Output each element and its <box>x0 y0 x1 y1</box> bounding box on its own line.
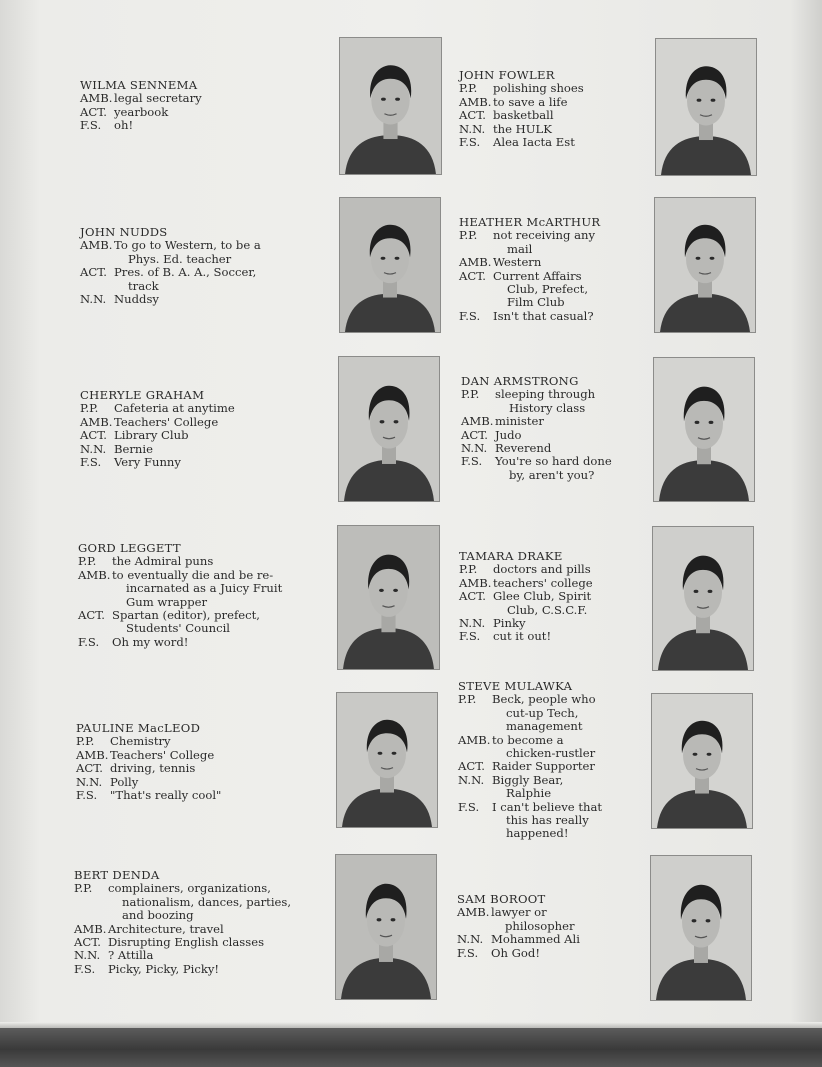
entry-value: Polly <box>110 774 139 789</box>
entry-value: Bernie <box>114 441 153 456</box>
entry-line <box>459 82 584 95</box>
entry-code-label: AMB. <box>78 567 111 582</box>
portrait-photo-heather-mcarthur <box>654 197 756 333</box>
portrait-photo-john-fowler <box>655 38 757 176</box>
entry-line <box>76 749 221 762</box>
entry-line <box>80 239 261 266</box>
student-name: JOHN NUDDS <box>80 225 168 239</box>
portrait-photo-john-nudds <box>339 197 441 333</box>
entry-value: Glee Club, Spirit Club, C.S.C.F. <box>493 589 592 617</box>
scanner-background-band <box>0 1028 822 1067</box>
entry-line <box>459 109 584 122</box>
student-name: PAULINE MacLEOD <box>76 721 201 735</box>
entry-value: yearbook <box>114 104 169 119</box>
entry-line <box>458 734 602 761</box>
student-name: JOHN FOWLER <box>459 68 555 82</box>
student-entry-john-nudds <box>80 226 261 306</box>
entry-code-label: AMB. <box>80 238 113 253</box>
entry-line <box>80 416 235 429</box>
student-entry-heather-mcarthur <box>459 216 600 323</box>
entry-line <box>461 415 612 428</box>
entry-code-label: AMB. <box>459 255 492 270</box>
entry-code-label: AMB. <box>459 94 492 109</box>
entry-value: Cafeteria at anytime <box>114 401 235 416</box>
entry-line <box>76 789 221 802</box>
student-entry-sam-boroot <box>457 893 580 960</box>
entry-code-label: N.N. <box>461 441 488 456</box>
entry-line <box>459 630 593 643</box>
student-entry-pauline-macleod <box>76 722 221 802</box>
student-entry-cheryle-graham <box>80 389 235 469</box>
entry-line <box>457 933 580 946</box>
portrait-silhouette <box>656 39 756 175</box>
entry-value: legal secretary <box>114 91 202 106</box>
entry-value: Picky, Picky, Picky! <box>108 961 220 976</box>
student-name: HEATHER McARTHUR <box>459 215 601 229</box>
entry-code-label: F.S. <box>74 961 96 976</box>
entry-line <box>458 774 602 801</box>
entry-value: Library Club <box>114 428 189 443</box>
entry-value: Beck, people who cut-up Tech, management <box>492 692 596 734</box>
student-entry-john-fowler <box>459 69 584 149</box>
entry-code-label: P.P. <box>74 881 93 896</box>
entry-line <box>459 256 600 269</box>
entry-code-label: ACT. <box>80 104 107 119</box>
entry-line <box>458 801 602 841</box>
entry-code-label: P.P. <box>78 554 97 569</box>
entry-line <box>80 119 202 132</box>
entry-code-label: P.P. <box>80 401 99 416</box>
entry-line <box>459 310 600 323</box>
entry-value: to become a chicken-rustler <box>492 732 596 761</box>
entry-value: Pres. of B. A. A., Soccer, track <box>114 265 257 293</box>
student-name: STEVE MULAWKA <box>458 679 573 693</box>
entry-line <box>459 136 584 149</box>
entry-code-label: N.N. <box>74 948 101 963</box>
entry-code-label: AMB. <box>457 905 490 920</box>
entry-code-label: N.N. <box>458 772 485 787</box>
entry-code-label: AMB. <box>459 575 492 590</box>
entry-line <box>76 776 221 789</box>
entry-line <box>461 442 612 455</box>
entry-line <box>461 388 612 415</box>
portrait-photo-dan-armstrong <box>653 357 755 502</box>
entry-value: I can't believe that this has really happened! <box>492 799 603 841</box>
entry-value: polishing shoes <box>493 81 584 96</box>
entry-code-label: F.S. <box>457 945 479 960</box>
entry-value: Judo <box>495 427 522 442</box>
entry-code-label: P.P. <box>461 387 480 402</box>
entry-code-label: ACT. <box>80 265 107 280</box>
student-name: BERT DENDA <box>74 868 160 882</box>
entry-value: sleeping through History class <box>495 387 596 415</box>
portrait-silhouette <box>652 694 752 828</box>
entry-value: Raider Supporter <box>492 759 595 774</box>
entry-code-label: N.N. <box>76 774 103 789</box>
entry-value: Western <box>493 255 542 270</box>
entry-value: Oh God! <box>491 945 540 960</box>
entry-value: Very Funny <box>114 455 181 470</box>
portrait-photo-pauline-macleod <box>336 692 438 828</box>
entry-code-label: F.S. <box>80 455 102 470</box>
entry-value: Teachers' College <box>114 414 219 429</box>
entry-value: Disrupting English classes <box>108 935 265 950</box>
entry-line <box>80 429 235 442</box>
entry-value: "That's really cool" <box>110 788 222 803</box>
entry-value: minister <box>495 414 544 429</box>
portrait-photo-steve-mulawka <box>651 693 753 829</box>
entry-code-label: F.S. <box>76 788 98 803</box>
student-name: SAM BOROOT <box>457 892 546 906</box>
entry-line <box>80 266 261 293</box>
entry-line <box>74 949 291 962</box>
entry-line <box>459 617 593 630</box>
entry-line <box>80 402 235 415</box>
portrait-silhouette <box>653 527 753 670</box>
entry-code-label: F.S. <box>461 454 483 469</box>
entry-code-label: ACT. <box>459 268 486 283</box>
entry-code-label: P.P. <box>458 692 477 707</box>
entry-value: Teachers' College <box>110 747 215 762</box>
entry-value: cut it out! <box>493 629 552 644</box>
portrait-photo-gord-leggett <box>337 525 440 670</box>
entry-line <box>74 936 291 949</box>
entry-code-label: AMB. <box>76 747 109 762</box>
entry-code-label: N.N. <box>457 932 484 947</box>
portrait-silhouette <box>340 38 441 174</box>
entry-code-label: P.P. <box>76 734 95 749</box>
entry-line <box>74 923 291 936</box>
student-name: WILMA SENNEMA <box>80 78 198 92</box>
portrait-silhouette <box>655 198 755 332</box>
entry-value: Nuddsy <box>114 292 159 307</box>
entry-code-label: N.N. <box>80 292 107 307</box>
entry-value: lawyer or philosopher <box>491 905 575 933</box>
portrait-silhouette <box>340 198 440 332</box>
entry-code-label: N.N. <box>80 441 107 456</box>
entry-code-label: P.P. <box>459 562 478 577</box>
entry-line <box>457 947 580 960</box>
entry-line <box>461 429 612 442</box>
entry-value: Pinky <box>493 616 526 631</box>
portrait-silhouette <box>651 856 751 1000</box>
portrait-silhouette <box>336 855 436 999</box>
entry-code-label: AMB. <box>80 414 113 429</box>
portrait-silhouette <box>337 693 437 827</box>
entry-code-label: ACT. <box>80 428 107 443</box>
portrait-photo-sam-boroot <box>650 855 752 1001</box>
entry-code-label: ACT. <box>74 935 101 950</box>
entry-line <box>78 609 282 636</box>
entry-value: complainers, organizations, nationalism, dances, parties, and boozing <box>108 881 292 923</box>
student-entry-bert-denda <box>74 869 291 976</box>
entry-code-label: P.P. <box>459 228 478 243</box>
entry-value: basketball <box>493 108 554 123</box>
entry-line <box>78 569 282 609</box>
entry-value: Architecture, travel <box>108 921 224 936</box>
entry-code-label: ACT. <box>461 427 488 442</box>
entry-value: Alea Iacta Est <box>493 135 575 150</box>
entry-line <box>458 693 602 733</box>
entry-value: To go to Western, to be a Phys. Ed. teacher <box>114 238 261 266</box>
entry-value: to save a life <box>493 94 568 109</box>
portrait-silhouette <box>654 358 754 501</box>
portrait-silhouette <box>338 526 439 669</box>
entry-line <box>78 636 282 649</box>
student-entry-dan-armstrong <box>461 375 612 482</box>
entry-code-label: F.S. <box>459 629 481 644</box>
student-name: GORD LEGGETT <box>78 541 181 555</box>
entry-line <box>459 123 584 136</box>
entry-value: Mohammed Ali <box>491 932 580 947</box>
entry-code-label: ACT. <box>78 608 105 623</box>
student-name: TAMARA DRAKE <box>459 549 563 563</box>
entry-value: not receiving any mail <box>493 228 596 256</box>
student-name: DAN ARMSTRONG <box>461 374 579 388</box>
entry-value: Reverend <box>495 441 552 456</box>
portrait-photo-cheryle-graham <box>338 356 440 502</box>
entry-value: You're so hard done by, aren't you? <box>495 454 612 482</box>
entry-value: Biggly Bear, Ralphie <box>492 772 564 801</box>
entry-line <box>459 577 593 590</box>
entry-value: driving, tennis <box>110 761 196 776</box>
entry-code-label: F.S. <box>459 135 481 150</box>
entry-value: Chemistry <box>110 734 171 749</box>
entry-code-label: ACT. <box>458 759 485 774</box>
student-entry-wilma-sennema <box>80 79 202 133</box>
portrait-photo-bert-denda <box>335 854 437 1000</box>
entry-line <box>76 762 221 775</box>
entry-code-label: N.N. <box>459 121 486 136</box>
entry-code-label: AMB. <box>80 91 113 106</box>
student-entry-steve-mulawka <box>458 680 602 841</box>
entry-line <box>78 555 282 568</box>
portrait-photo-wilma-sennema <box>339 37 442 175</box>
entry-line <box>80 92 202 105</box>
entry-line <box>80 293 261 306</box>
entry-line <box>458 760 602 773</box>
entry-code-label: F.S. <box>458 799 480 814</box>
entry-line <box>459 270 600 310</box>
entry-value: the HULK <box>493 121 552 136</box>
entry-line <box>457 906 580 933</box>
entry-line <box>74 882 291 922</box>
entry-value: Oh my word! <box>112 634 189 649</box>
portrait-silhouette <box>339 357 439 501</box>
entry-code-label: ACT. <box>76 761 103 776</box>
student-entry-gord-leggett <box>78 542 282 649</box>
student-entry-tamara-drake <box>459 550 593 644</box>
entry-value: ? Attilla <box>108 948 154 963</box>
entry-code-label: ACT. <box>459 589 486 604</box>
entry-value: teachers' college <box>493 575 593 590</box>
entry-value: the Admiral puns <box>112 554 214 569</box>
entry-code-label: F.S. <box>80 118 102 133</box>
entry-code-label: AMB. <box>458 732 491 747</box>
entry-code-label: ACT. <box>459 108 486 123</box>
student-name: CHERYLE GRAHAM <box>80 388 205 402</box>
entry-value: oh! <box>114 118 134 133</box>
entry-line <box>80 443 235 456</box>
entry-line <box>80 106 202 119</box>
entry-value: to eventually die and be re- incarnated as a Juicy Fruit Gum wrapper <box>112 567 283 609</box>
entry-line <box>459 229 600 256</box>
entry-code-label: N.N. <box>459 616 486 631</box>
entry-code-label: AMB. <box>74 921 107 936</box>
entry-line <box>459 590 593 617</box>
entry-value: Spartan (editor), prefect, Students' Council <box>112 608 260 636</box>
entry-code-label: F.S. <box>78 634 100 649</box>
entry-code-label: P.P. <box>459 81 478 96</box>
entry-line <box>459 96 584 109</box>
portrait-photo-tamara-drake <box>652 526 754 671</box>
entry-line <box>80 456 235 469</box>
entry-line <box>461 455 612 482</box>
entry-value: Current Affairs Club, Prefect, Film Club <box>493 268 589 310</box>
entry-code-label: F.S. <box>459 308 481 323</box>
entry-line <box>74 963 291 976</box>
entry-line <box>459 563 593 576</box>
entry-code-label: AMB. <box>461 414 494 429</box>
entry-line <box>76 735 221 748</box>
entry-value: doctors and pills <box>493 562 591 577</box>
entry-value: Isn't that casual? <box>493 308 594 323</box>
